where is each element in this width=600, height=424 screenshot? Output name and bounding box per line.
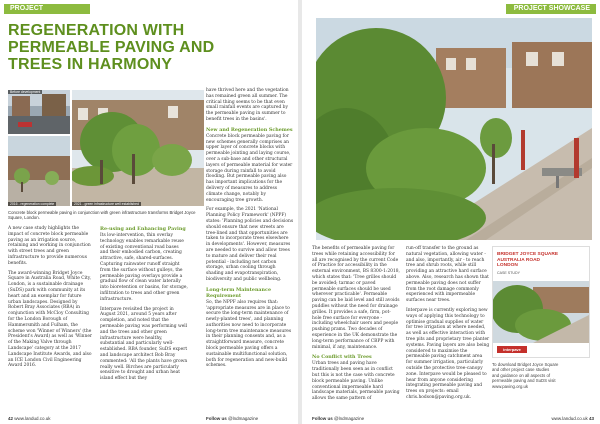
follow-label: Follow us [206,416,227,421]
social-handle: @lndmagazine [228,416,259,421]
paragraph: run-off transfer to the ground as natural vegetation, allowing water - and also, importantly, air - to reach tree and shrub roots, while still providing an attractive hard surface above. Also, research has shown that permeable paving does not suffer from the root damage commonly experienced with impermeable surfaces near trees. [406,246,489,304]
section-tag: PROJECT SHOWCASE [506,4,596,14]
right-page [302,0,600,424]
interpave-logo: interpave [497,346,527,353]
right-column-2 [406,246,490,405]
promo-text [492,362,590,389]
right-column-1 [312,246,400,406]
cover-title-line: BRIDGET JOYCE SQUARE [497,252,559,257]
promo-line: permeable paving and SuDS visit [492,378,556,384]
subheading: Long-term Maintenance Requirement [206,286,271,299]
paragraph: For example, the 2021 'National Planning Policy Framework' (NPPF) states: 'Planning policies and decisions should ensure that new streets are tree-lined and that opportunities are taken to incorporate trees elsewhere in developments'. However, measures are needed to survive and allow trees to mature and deliver their real potential - including net carbon storage, urban cooling through shading and evapotranspiration, biodiversity and public wellbeing. [206,207,294,282]
site-url: www.landud.co.uk [14,416,51,421]
title-line-2: PERMEABLE PAVING AND [8,39,215,56]
title-line-3: TREES IN HARMONY [8,56,173,73]
before-photo [8,90,70,134]
left-footer-social [206,416,258,421]
follow-label: Follow us [312,416,333,421]
green-infrastructure-photo [72,90,204,206]
paragraph: Interpave revisited the project in August 2021, around 5 years after completion, and noted that the permeable paving was performing well and the trees and other green infrastructure were healthy, substantial and particularly well-established. RBA founder, SuDS expert and landscape architect Bob Bray commented: 'All the plants have grown really well. Birches are particularly sensitive to drought and urban heat island effect but they [100,306,188,382]
cover-title [497,252,558,269]
paragraph: Concrete block permeable paving for new schemes generally comprises an upper layer of concrete blocks with permeable jointing and laying course, over a sub-base and other structural layers of permeable material for water storage during rainfall to avoid flooding. But permeable paving also has important implications for the delivery of measures to address climate change, notably by encouraging tree growth. [206,133,293,203]
paragraph: Its low-intervention, thin overlay technology enables remarkable reuse of existing conventional road bases and their embodied carbon, creating attractive, safe, shared-surfaces. Capturing rainwater runoff straight from the surface without gulleys, the permeable paving overlays provide a gradual flow of clean water laterally into bioretention or basins, for storage, infiltration to trees and other green infrastructure. [100,233,188,302]
left-column-3 [206,88,294,373]
page-number: 42 [8,416,14,421]
right-footer [551,416,594,421]
subheading: Re-using and Enhancing Paving [100,226,186,232]
before-label: Before development [10,90,41,94]
paragraph: have thrived here and the vegetation has remained green all summer. The critical thing seems to be that even small rainfall events are captured by the permeable paving in summer to benefit trees in the basins'. [206,88,289,122]
paragraph: The benefits of permeable paving for trees while retaining accessibility for all are recognised by the current Code of Practice for accessibility in the external environment, BS 8300-1:2018, which states that: 'Tree grilles should be avoided; tarmac or paved permeable surfaces should be used wherever practicable'. Permeable paving can be laid level and still avoids puddles without the need for drainage grilles. It provides a safe, firm, pot-hole free surface for everyone - including wheelchair users and people pushing prams. Two decades of experience in the UK demonstrate the long-term performance of CBPP with minimal, if any, maintenance. [312,246,400,350]
promo-line: To download Bridget Joyce Square [492,362,559,367]
paragraph: Urban trees and paving have traditionally been seen as in conflict but this is not the case with concrete block permeable paving. Unlike conventional impermeable hard landscape materials, permeable paving allows the same pattern of [312,361,400,402]
cover-photo [493,281,589,343]
paragraph: A new case study highlights the impact of concrete block permeable paving as an irrigation source, retaining and working in conjunction with street trees and green infrastructure to provide numerous benefits. [8,226,91,266]
subheading: No Conflict with Trees [312,354,372,361]
promo-line: and other project case studies [492,367,550,373]
paragraph: The award-winning Bridget Joyce Square in Australia Road, White City, London, is a sustainable drainage (SuDS) park with community at its heart and an exemplar for future urban landscapes. Designed by Robert Bray Associates (RBA) in conjunction with McCloy Consulting for the London Borough of Hammersmith and Fulham, the scheme won 'Winner of Winners' (the President's Award) as well as 'Winner of the Making Valve through Landscape' category at the 2017 Landscape Institute Awards, and also an ICE London Civil Engineering Award 2016. [8,270,93,369]
left-page [0,0,298,424]
left-column-2 [100,224,188,386]
page-number: 43 [588,416,594,421]
green-infrastructure-label: 2021 - green infrastructure well established [74,202,139,206]
title-line-1: REGENERATION WITH [8,22,185,39]
right-footer-social [312,416,364,421]
case-study-cover[interactable] [492,246,590,358]
regeneration-photo [8,136,70,206]
site-url: www.landud.co.uk [551,416,588,421]
cover-subtitle: CASE STUDY [497,271,520,275]
cover-title-line: LONDON [497,263,518,269]
social-handle: @lndmagazine [334,416,365,421]
subheading: New and Regeneration Schemes [206,126,293,133]
left-footer [8,416,51,421]
promo-link[interactable]: www.paving.org.uk [492,383,529,389]
paragraph: Interpave is currently exploring new ways of applying this technology to optimise gradual supplies of water for tree irrigation at where needed, as well as effective interaction with tree pits and proprietary tree planter systems. Paving layers are also being considered to maximise the permeable paving catchment area for summer irrigation, particularly outside the protective tree-canopy zone. Interpave would be pleased to hear from anyone considering integrating permeable paving and trees on projects: email chris.hodson@paving.org.uk. [406,307,490,400]
paragraph: So, the NPPF also requires that: 'appropriate measures are in place to secure the long-term maintenance of newly-planted trees', and planning authorities now need to incorporate long-term tree maintenance measures in their planning consents and, as a straightforward measure, concrete block permeable paving offers a sustainable multifunctional solution, both for regeneration and new-build schemes. [206,299,292,369]
promo-line: and guidance on all aspects of [492,372,551,378]
photo-caption: Concrete block permeable paving in conjunction with green infrastructure transforms Bridget Joyce Square, London. [8,210,196,220]
left-column-1 [8,226,94,373]
cover-title-line: AUSTRALIA ROAD [497,257,540,263]
square-photo [316,18,592,240]
regeneration-label: 2016 - regeneration complete [10,202,55,206]
section-tag: PROJECT SHOWCASE [4,4,90,14]
article-title [8,22,253,73]
